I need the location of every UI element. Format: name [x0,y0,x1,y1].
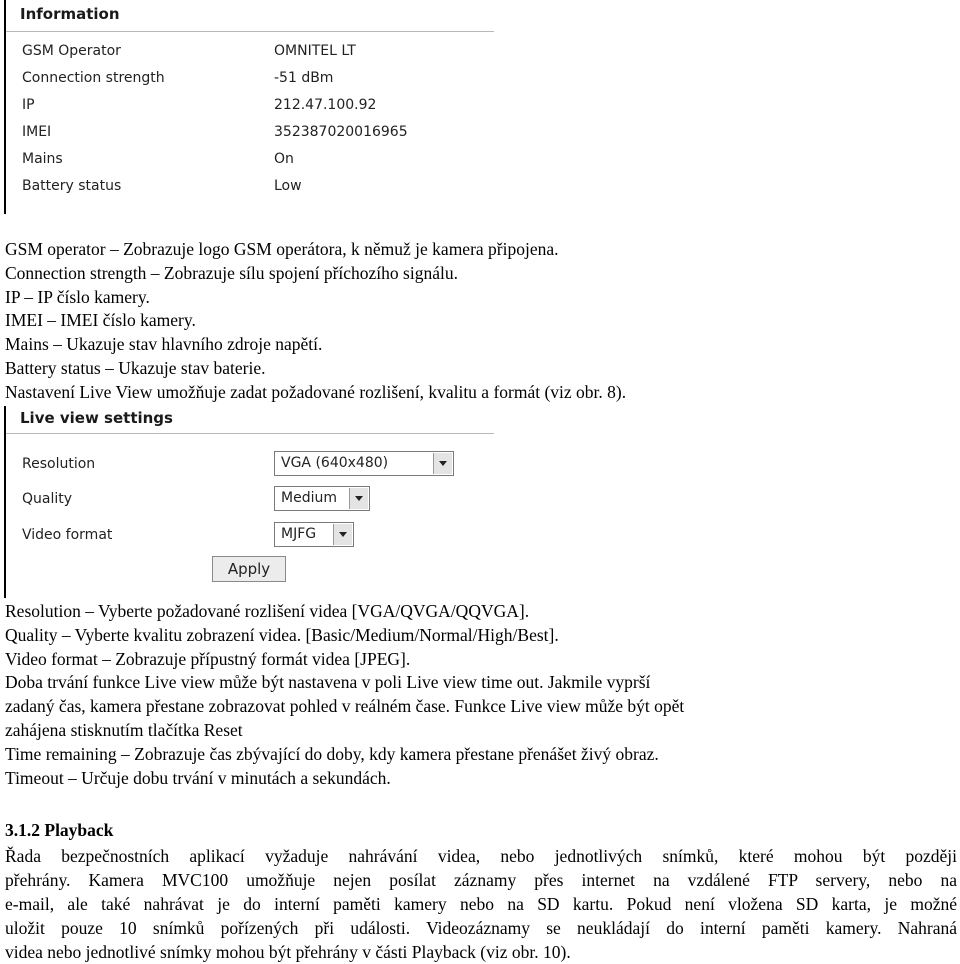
info-label: Battery status [22,178,122,194]
info-row-connection-strength [22,67,482,91]
info-value: 212.47.100.92 [274,97,377,113]
information-title: Information [20,5,120,23]
info-row-gsm-operator [22,40,482,64]
info-value: OMNITEL LT [274,43,356,59]
text-line: Mains – Ukazuje stav hlavního zdroje napětí. [5,334,323,355]
info-row-mains [22,148,482,172]
text-line: zadaný čas, kamera přestane zobrazovat pohled v reálném čase. Funkce Live view může být opět [5,696,685,717]
info-row-imei [22,121,482,145]
text-line: Doba trvání funkce Live view může být nastavena v poli Live view time out. Jakmile vyprší [5,672,651,693]
info-label: IP [22,97,35,113]
resolution-select[interactable] [274,451,454,476]
info-label: Mains [22,151,63,167]
info-label: Connection strength [22,70,165,86]
info-row-ip [22,94,482,118]
info-value: -51 dBm [274,70,334,86]
info-value: On [274,151,294,167]
chevron-down-icon[interactable] [333,524,352,545]
paragraph-line: Řada bezpečnostních aplikací vyžaduje nahrávání videa, nebo jednotlivých snímků, které mohou být později [5,846,957,866]
paragraph-line: uložit pouze 10 snímků pořízených při události. Videozáznamy se neukládají do interní paměti kamery. Nahraná [5,918,957,938]
text-line: GSM operator – Zobrazuje logo GSM operátora, k němuž je kamera připojena. [5,239,559,259]
resolution-selected-value: VGA (640x480) [281,455,389,471]
chevron-down-icon[interactable] [349,488,368,509]
text-line: Video format – Zobrazuje přípustný formát videa [JPEG]. [5,648,411,669]
text-line: Resolution – Vyberte požadované rozlišení videa [VGA/QVGA/QQVGA]. [5,601,530,621]
info-value: 352387020016965 [274,124,408,140]
live-view-description [5,600,684,790]
info-row-battery-status [22,175,482,199]
divider [6,433,494,434]
live-view-settings-title: Live view settings [20,409,173,427]
text-line: IP – IP číslo kamery. [5,286,150,307]
quality-label: Quality [22,491,73,507]
video-format-label: Video format [22,527,113,543]
text-line: Nastavení Live View umožňuje zadat požadované rozlišení, kvalitu a formát (viz obr. 8). [5,381,627,402]
information-panel [4,0,494,214]
section-heading: 3.1.2 Playback [5,820,114,840]
apply-button[interactable]: Apply [212,556,286,582]
paragraph-line: e-mail, ale také nahrávat je do interní paměti kamery nebo na SD kartu. Pokud není vložena SD karta, je možné [5,894,957,914]
text-line: IMEI – IMEI číslo kamery. [5,310,196,331]
video-format-select[interactable] [274,522,354,547]
text-line: Battery status – Ukazuje stav baterie. [5,357,266,378]
video-format-selected-value: MJFG [281,526,317,542]
resolution-label: Resolution [22,456,96,472]
paragraph-line: přehrány. Kamera MVC100 umožňuje nejen posílat záznamy přes internet na vzdálené FTP servery, nebo na [5,870,957,890]
text-line: Timeout – Určuje dobu trvání v minutách a sekundách. [5,767,391,788]
text-line: zahájena stisknutím tlačítka Reset [5,719,243,740]
info-label: GSM Operator [22,43,121,59]
chevron-down-icon[interactable] [433,453,452,474]
text-line: Connection strength – Zobrazuje sílu spojení příchozího signálu. [5,262,458,283]
text-line: Time remaining – Zobrazuje čas zbývající do doby, kdy kamera přestane přenášet živý obraz. [5,743,659,764]
divider [6,31,494,32]
information-description [5,238,626,405]
live-view-settings-panel [4,406,494,598]
info-label: IMEI [22,124,52,140]
quality-select[interactable] [274,486,370,511]
quality-selected-value: Medium [281,490,337,506]
playback-paragraph [5,844,957,964]
info-value: Low [274,178,302,194]
paragraph-line: videa nebo jednotlivé snímky mohou být přehrány v části Playback (viz obr. 10). [5,942,571,962]
text-line: Quality – Vyberte kvalitu zobrazení videa. [Basic/Medium/Normal/High/Best]. [5,624,559,645]
